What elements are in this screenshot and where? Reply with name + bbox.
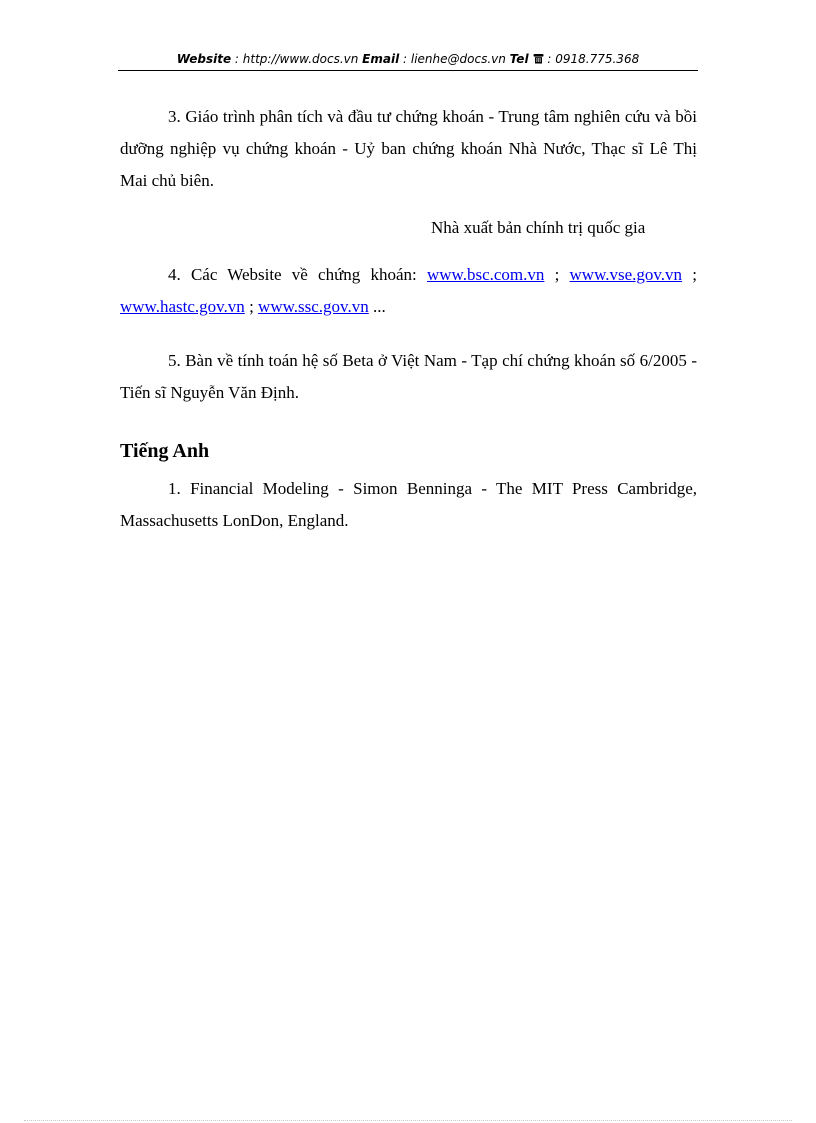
- reference-4-prefix: 4. Các Website về chứng khoán:: [168, 265, 427, 284]
- link-vse[interactable]: www.vse.gov.vn: [569, 265, 683, 284]
- header-divider: [118, 70, 698, 71]
- reference-4: [120, 259, 697, 323]
- link-ssc[interactable]: www.ssc.gov.vn: [258, 297, 369, 316]
- link-bsc[interactable]: www.bsc.com.vn: [426, 265, 545, 284]
- link-trailing: ...: [368, 297, 386, 316]
- reference-3: 3. Giáo trình phân tích và đầu tư chứng khoán - Trung tâm nghiên cứu và bồi dưỡng nghiệp vụ chứng khoán - Uỷ ban chứng khoán Nhà Nước, Thạc sĩ Lê Thị Mai chủ biên.: [120, 107, 697, 190]
- references-body: [120, 101, 697, 537]
- tel-value: : 0918.775.368: [543, 52, 640, 66]
- page-bottom-divider: [24, 1120, 792, 1121]
- link-separator: ;: [682, 265, 697, 284]
- reference-5: 5. Bàn về tính toán hệ số Beta ở Việt Nam - Tạp chí chứng khoán số 6/2005 - Tiến sĩ Nguyễn Văn Định.: [120, 351, 697, 402]
- email-value: : lienhe@docs.vn: [399, 52, 510, 66]
- link-separator: ;: [244, 297, 259, 316]
- reference-english-1: 1. Financial Modeling - Simon Benninga - The MIT Press Cambridge, Massachusetts LonDon, England.: [120, 479, 697, 530]
- link-separator: ;: [544, 265, 570, 284]
- section-heading-english: Tiếng Anh: [120, 440, 210, 462]
- phone-icon: [533, 51, 544, 69]
- tel-label: Tel: [509, 52, 529, 66]
- link-hastc[interactable]: www.hastc.gov.vn: [120, 297, 245, 316]
- website-label: Website: [176, 52, 232, 66]
- email-label: Email: [362, 52, 400, 66]
- website-value: : http://www.docs.vn: [231, 52, 363, 66]
- reference-3-publisher: Nhà xuất bản chính trị quốc gia: [431, 218, 646, 237]
- page-header: [118, 50, 698, 69]
